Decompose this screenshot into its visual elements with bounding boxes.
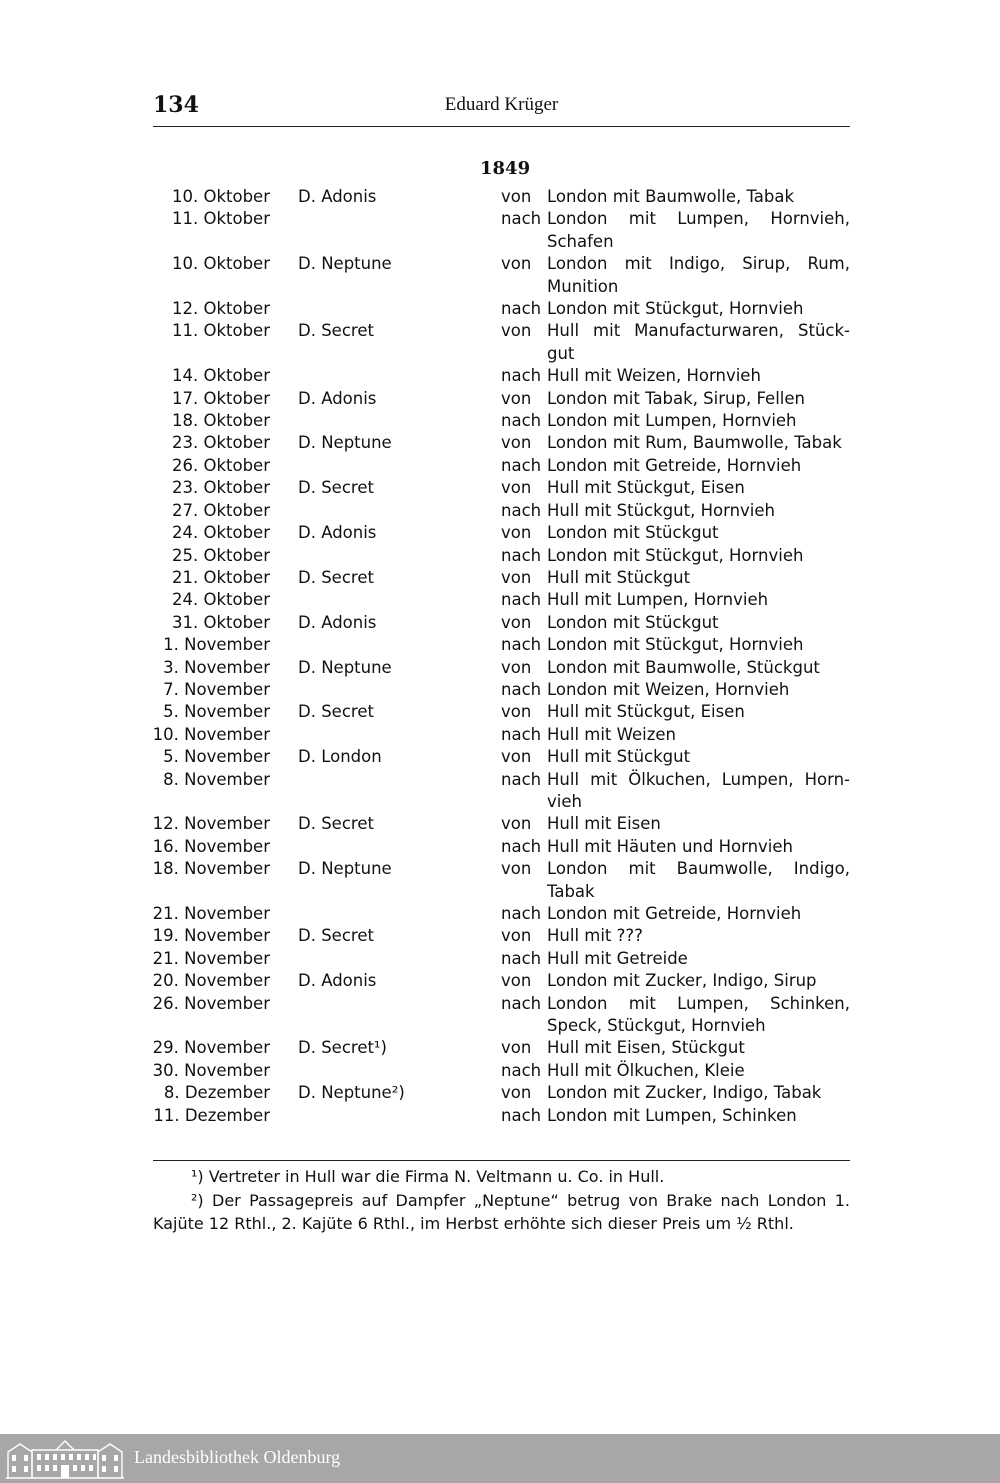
entry-direction: von [501,187,532,206]
footnote-rule [153,1160,850,1161]
entry-date: 5. November [163,747,270,767]
entry-date: 29. November [152,1038,270,1058]
entry-direction: von [501,478,532,498]
entry-description: Hull mit Manufacturwaren, Stück-gut [547,321,850,363]
schedule-row [140,948,860,970]
entry-direction: nach [501,299,542,319]
schedule-row [140,186,860,208]
entry-date: 31. Oktober [171,612,270,632]
schedule-row [140,500,860,522]
schedule-row [140,657,860,679]
entry-direction: von [501,1038,532,1058]
entry-description: Hull mit Stückgut, Hornvieh [547,500,775,520]
entry-date: 14. Oktober [171,366,270,386]
schedule-row [140,858,860,903]
entry-description: London mit Stückgut, Hornvieh [547,545,804,565]
library-building-icon [6,1438,124,1479]
entry-direction: von [501,657,532,677]
entry-ship: D. Secret [298,478,374,498]
entry-direction: von [501,254,532,274]
entry-ship: D. Secret [298,321,374,341]
entry-date: 30. November [152,1060,270,1080]
entry-description: London mit Lumpen, Hornvieh, Schafen [547,209,850,251]
entry-description: London mit Rum, Baumwolle, Tabak [547,433,842,453]
entry-direction: von [501,388,532,408]
entry-date: 23. Oktober [171,478,270,498]
entry-date: 25. Oktober [171,545,270,565]
entry-date: 8. Dezember [163,1083,270,1103]
entry-date: 19. November [152,926,270,946]
entry-direction: von [501,612,532,632]
entry-direction: nach [501,545,542,565]
schedule-row [140,925,860,947]
schedule-row [140,477,860,499]
entry-ship: D. Adonis [298,612,377,632]
schedule-row [140,903,860,925]
schedule-row [140,432,860,454]
entry-date: 18. Oktober [171,411,270,431]
entry-date: 11. Oktober [171,209,270,229]
schedule-row [140,813,860,835]
entry-description: London mit Lumpen, Schinken, Speck, Stückgut, Hornvieh [547,993,850,1036]
schedule-row [140,836,860,858]
schedule-row [140,679,860,701]
entry-date: 26. Oktober [171,455,270,475]
entry-direction: nach [501,769,542,789]
entry-direction: von [501,859,532,879]
schedule-row [140,208,860,253]
entry-description: Hull mit Ölkuchen, Kleie [547,1060,745,1080]
schedule-row [140,634,860,656]
schedule-row [140,746,860,768]
entry-description: London mit Zucker, Indigo, Sirup [547,971,817,991]
entry-date: 10. Oktober [171,254,270,274]
entry-description: London mit Baumwolle, Indigo, Tabak [547,859,850,901]
entry-direction: von [501,321,532,341]
entry-description: London mit Baumwolle, Tabak [547,187,795,206]
entry-date: 21. November [152,904,270,923]
entry-date: 20. November [152,971,270,991]
entry-ship: D. Secret [298,702,374,722]
footnotes [153,1165,850,1236]
entry-date: 11. Oktober [171,321,270,341]
entry-description: Hull mit Stückgut [547,567,691,587]
entry-direction: nach [501,590,542,610]
entry-description: Hull mit Ölkuchen, Lumpen, Horn-vieh [547,769,850,811]
schedule-row [140,567,860,589]
running-head: Eduard Krüger [444,94,559,115]
entry-date: 23. Oktober [171,433,270,453]
entry-direction: von [501,971,532,991]
entry-date: 17. Oktober [171,388,270,408]
schedule-row [140,320,860,365]
entry-direction: von [501,523,532,543]
entry-date: 7. November [163,679,270,699]
entry-ship: D. Adonis [298,523,377,543]
entry-direction: von [501,814,532,834]
schedule-row [140,545,860,567]
entry-description: Hull mit Stückgut [547,747,691,767]
entry-direction: nach [501,1060,542,1080]
entry-ship: D. Adonis [298,971,377,991]
schedule-row [140,1037,860,1059]
entry-description: London mit Stückgut [547,523,719,543]
entry-ship: D. Neptune [298,254,392,274]
entry-description: London mit Stückgut, Hornvieh [547,299,804,319]
entry-description: Hull mit Häuten und Hornvieh [547,836,793,856]
schedule-row [140,589,860,611]
entry-description: London mit Lumpen, Hornvieh [547,411,797,431]
schedule-row [140,612,860,634]
entry-description: London mit Getreide, Hornvieh [547,455,802,475]
page-header [153,90,850,126]
entry-date: 24. Oktober [171,590,270,610]
entry-direction: von [501,1083,532,1103]
entry-ship: D. Neptune [298,657,392,677]
entry-direction: von [501,567,532,587]
entry-description: Hull mit Eisen [547,814,661,834]
entry-ship: D. Secret¹) [298,1038,387,1058]
entry-direction: nach [501,455,542,475]
entry-description: Hull mit Weizen, Hornvieh [547,366,761,386]
entry-direction: von [501,747,532,767]
entry-description: London mit Getreide, Hornvieh [547,904,802,923]
schedule-row [140,253,860,298]
entry-direction: nach [501,209,542,229]
schedule-row [140,993,860,1038]
footnote-2: ²) Der Passagepreis auf Dampfer „Neptune“ betrug von Brake nach London 1. Kajüte 12 Rthl., 2. Kajüte 6 Rthl., im Herbst erhöhte sich dieser Preis um ½ Rthl. [153,1190,850,1233]
schedule-row [140,1105,860,1127]
library-footer-bar [0,1434,1000,1483]
entry-description: Hull mit Stückgut, Eisen [547,702,745,722]
entry-date: 3. November [163,657,270,677]
entry-direction: nach [501,993,542,1013]
entry-description: Hull mit Lumpen, Hornvieh [547,590,769,610]
entry-date: 16. November [152,836,270,856]
entry-description: Hull mit Eisen, Stückgut [547,1038,745,1058]
entry-date: 12. November [152,814,270,834]
library-name: Landesbibliothek Oldenburg [134,1447,341,1467]
entry-date: 11. Dezember [153,1105,270,1125]
schedule-row [140,522,860,544]
entry-direction: nach [501,635,542,655]
entry-direction: nach [501,500,542,520]
schedule-row [140,388,860,410]
entry-description: London mit Tabak, Sirup, Fellen [547,388,805,408]
entry-ship: D. Neptune [298,859,392,879]
entry-date: 24. Oktober [171,523,270,543]
entry-description: London mit Lumpen, Schinken [547,1105,797,1125]
entry-ship: D. Secret [298,567,374,587]
schedule-table [140,186,860,1127]
entry-description: Hull mit Getreide [547,948,688,968]
entry-date: 21. Oktober [171,567,270,587]
page-number: 134 [153,92,199,118]
entry-direction: von [501,702,532,722]
entry-direction: nach [501,948,542,968]
schedule-row [140,410,860,432]
entry-direction: nach [501,679,542,699]
entry-direction: nach [501,904,542,923]
entry-ship: D. Secret [298,814,374,834]
entry-ship: D. Adonis [298,187,377,206]
entry-direction: nach [501,724,542,744]
entry-date: 8. November [163,769,270,789]
footnote-1: ¹) Vertreter in Hull war die Firma N. Veltmann u. Co. in Hull. [191,1167,665,1186]
schedule-row [140,970,860,992]
schedule-row [140,769,860,814]
entry-date: 12. Oktober [171,299,270,319]
schedule-row [140,455,860,477]
entry-description: London mit Stückgut, Hornvieh [547,635,804,655]
entry-date: 10. Oktober [171,187,270,206]
entry-date: 26. November [152,993,270,1013]
schedule-row [140,1082,860,1104]
entry-date: 27. Oktober [171,500,270,520]
entry-ship: D. Neptune [298,433,392,453]
entry-description: Hull mit ??? [547,926,643,946]
schedule-row [140,701,860,723]
entry-description: London mit Indigo, Sirup, Rum, Munition [547,254,850,296]
entry-direction: von [501,926,532,946]
entry-date: 21. November [152,948,270,968]
entry-description: London mit Weizen, Hornvieh [547,679,790,699]
entry-description: Hull mit Weizen [547,724,677,744]
header-rule [153,126,850,127]
year-heading: 1849 [480,158,531,179]
schedule-row [140,1060,860,1082]
entry-description: London mit Baumwolle, Stückgut [547,657,820,677]
entry-description: London mit Zucker, Indigo, Tabak [547,1083,822,1103]
entry-direction: nach [501,366,542,386]
entry-description: Hull mit Stückgut, Eisen [547,478,745,498]
entry-ship: D. Secret [298,926,374,946]
entry-date: 5. November [163,702,270,722]
schedule-row [140,298,860,320]
entry-date: 1. November [163,635,270,655]
entry-ship: D. Neptune²) [298,1083,405,1103]
entry-date: 18. November [152,859,270,879]
entry-ship: D. Adonis [298,388,377,408]
entry-description: London mit Stückgut [547,612,719,632]
entry-direction: nach [501,836,542,856]
schedule-row [140,724,860,746]
entry-direction: von [501,433,532,453]
entry-direction: nach [501,411,542,431]
schedule-row [140,365,860,387]
entry-ship: D. London [298,747,382,767]
entry-direction: nach [501,1105,542,1125]
entry-date: 10. November [152,724,270,744]
